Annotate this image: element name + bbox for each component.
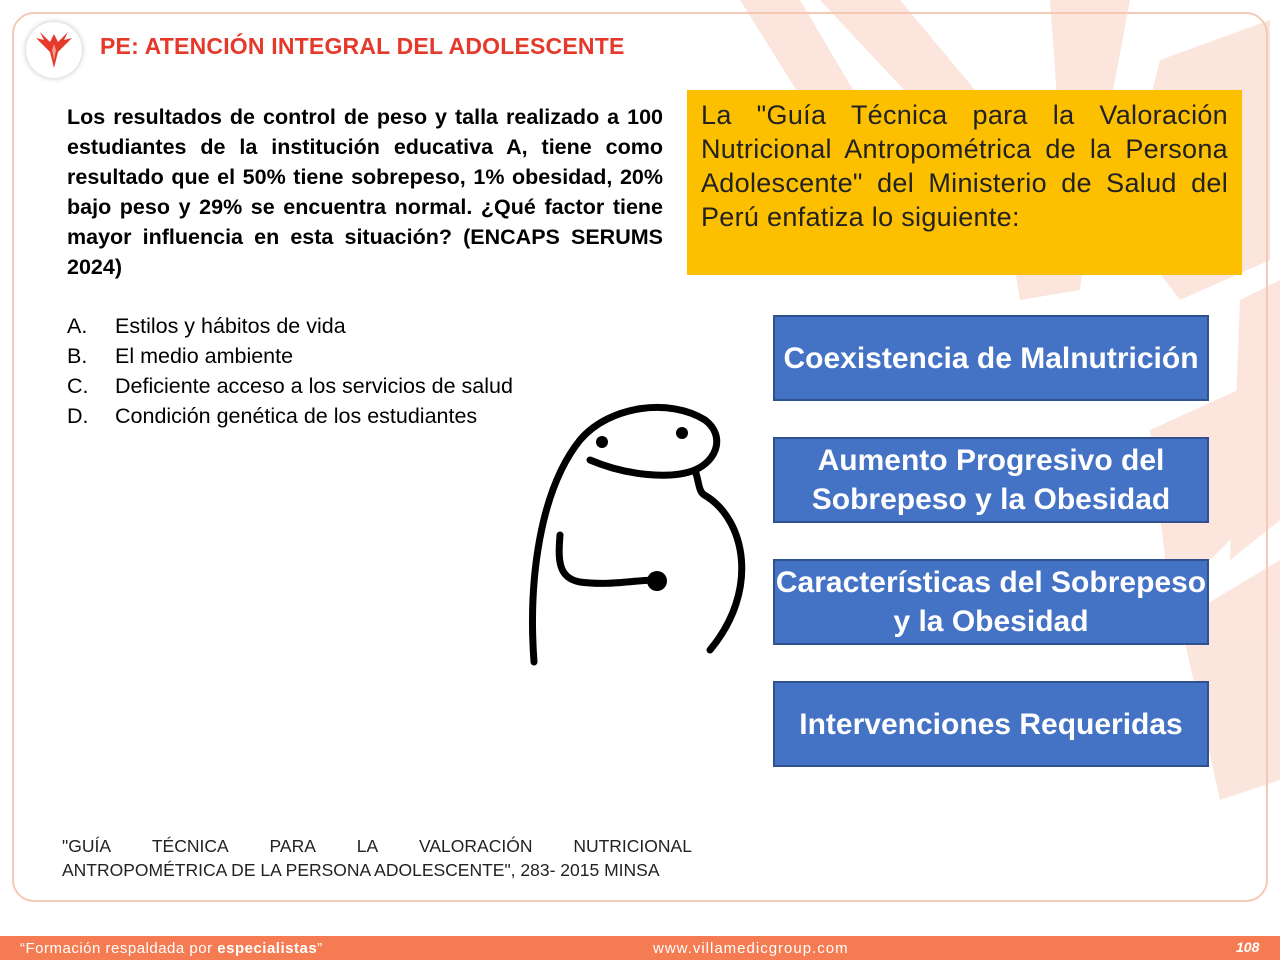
option-letter: C. bbox=[67, 374, 89, 398]
reference-word: NUTRICIONAL bbox=[573, 836, 692, 856]
phoenix-logo-icon bbox=[32, 30, 76, 70]
reference-word: "GUÍA bbox=[62, 836, 111, 856]
option-a[interactable] bbox=[67, 311, 667, 341]
footer-slogan bbox=[20, 940, 323, 957]
option-text: Deficiente acceso a los servicios de salud bbox=[115, 374, 513, 398]
slogan-suffix: ” bbox=[317, 940, 323, 957]
option-letter: A. bbox=[67, 314, 88, 338]
reference-word: LA bbox=[356, 836, 379, 856]
option-text: El medio ambiente bbox=[115, 344, 294, 368]
reference-line-2: ANTROPOMÉTRICA DE LA PERSONA ADOLESCENTE", 283- 2015 MINSA bbox=[62, 860, 660, 880]
slogan-bold: especialistas bbox=[217, 940, 318, 957]
page-number: 108 bbox=[1236, 939, 1260, 955]
slide-title: PE: ATENCIÓN INTEGRAL DEL ADOLESCENTE bbox=[100, 33, 625, 59]
reference-word: PARA bbox=[269, 836, 316, 856]
option-letter: D. bbox=[67, 404, 89, 428]
option-b[interactable] bbox=[67, 341, 667, 371]
point-box-4: Intervenciones Requeridas bbox=[773, 681, 1209, 767]
point-box-3: Características del Sobrepeso y la Obesidad bbox=[773, 559, 1209, 645]
point-box-2: Aumento Progresivo del Sobrepeso y la Obesidad bbox=[773, 437, 1209, 523]
reference-line-1 bbox=[62, 834, 692, 858]
slogan-prefix: “Formación respaldada por bbox=[20, 940, 218, 957]
reference-word: TÉCNICA bbox=[151, 836, 229, 856]
option-text: Estilos y hábitos de vida bbox=[115, 314, 346, 338]
point-box-1: Coexistencia de Malnutrición bbox=[773, 315, 1209, 401]
option-letter: B. bbox=[67, 344, 88, 368]
footer-website[interactable]: www.villamedicgroup.com bbox=[653, 940, 849, 957]
bibliographic-reference bbox=[62, 834, 692, 882]
brand-logo bbox=[26, 22, 82, 78]
flork-character-illustration bbox=[520, 400, 760, 670]
question-text: Los resultados de control de peso y talla realizado a 100 estudiantes de la institución educativa A, tiene como resultado que el 50% tiene sobrepeso, 1% obesidad, 20% bajo peso y 29% se encuentra normal. ¿Qué factor tiene mayor influencia en esta situación? (ENCAPS SERUMS 2024) bbox=[67, 105, 663, 279]
guide-highlight-box: La "Guía Técnica para la Valoración Nutricional Antropométrica de la Persona Adolescente" del Ministerio de Salud del Perú enfatiza lo siguiente: bbox=[687, 90, 1242, 275]
footer-bar bbox=[0, 936, 1280, 960]
option-text: Condición genética de los estudiantes bbox=[115, 404, 478, 428]
option-c[interactable] bbox=[67, 371, 667, 401]
reference-word: VALORACIÓN bbox=[419, 836, 533, 856]
